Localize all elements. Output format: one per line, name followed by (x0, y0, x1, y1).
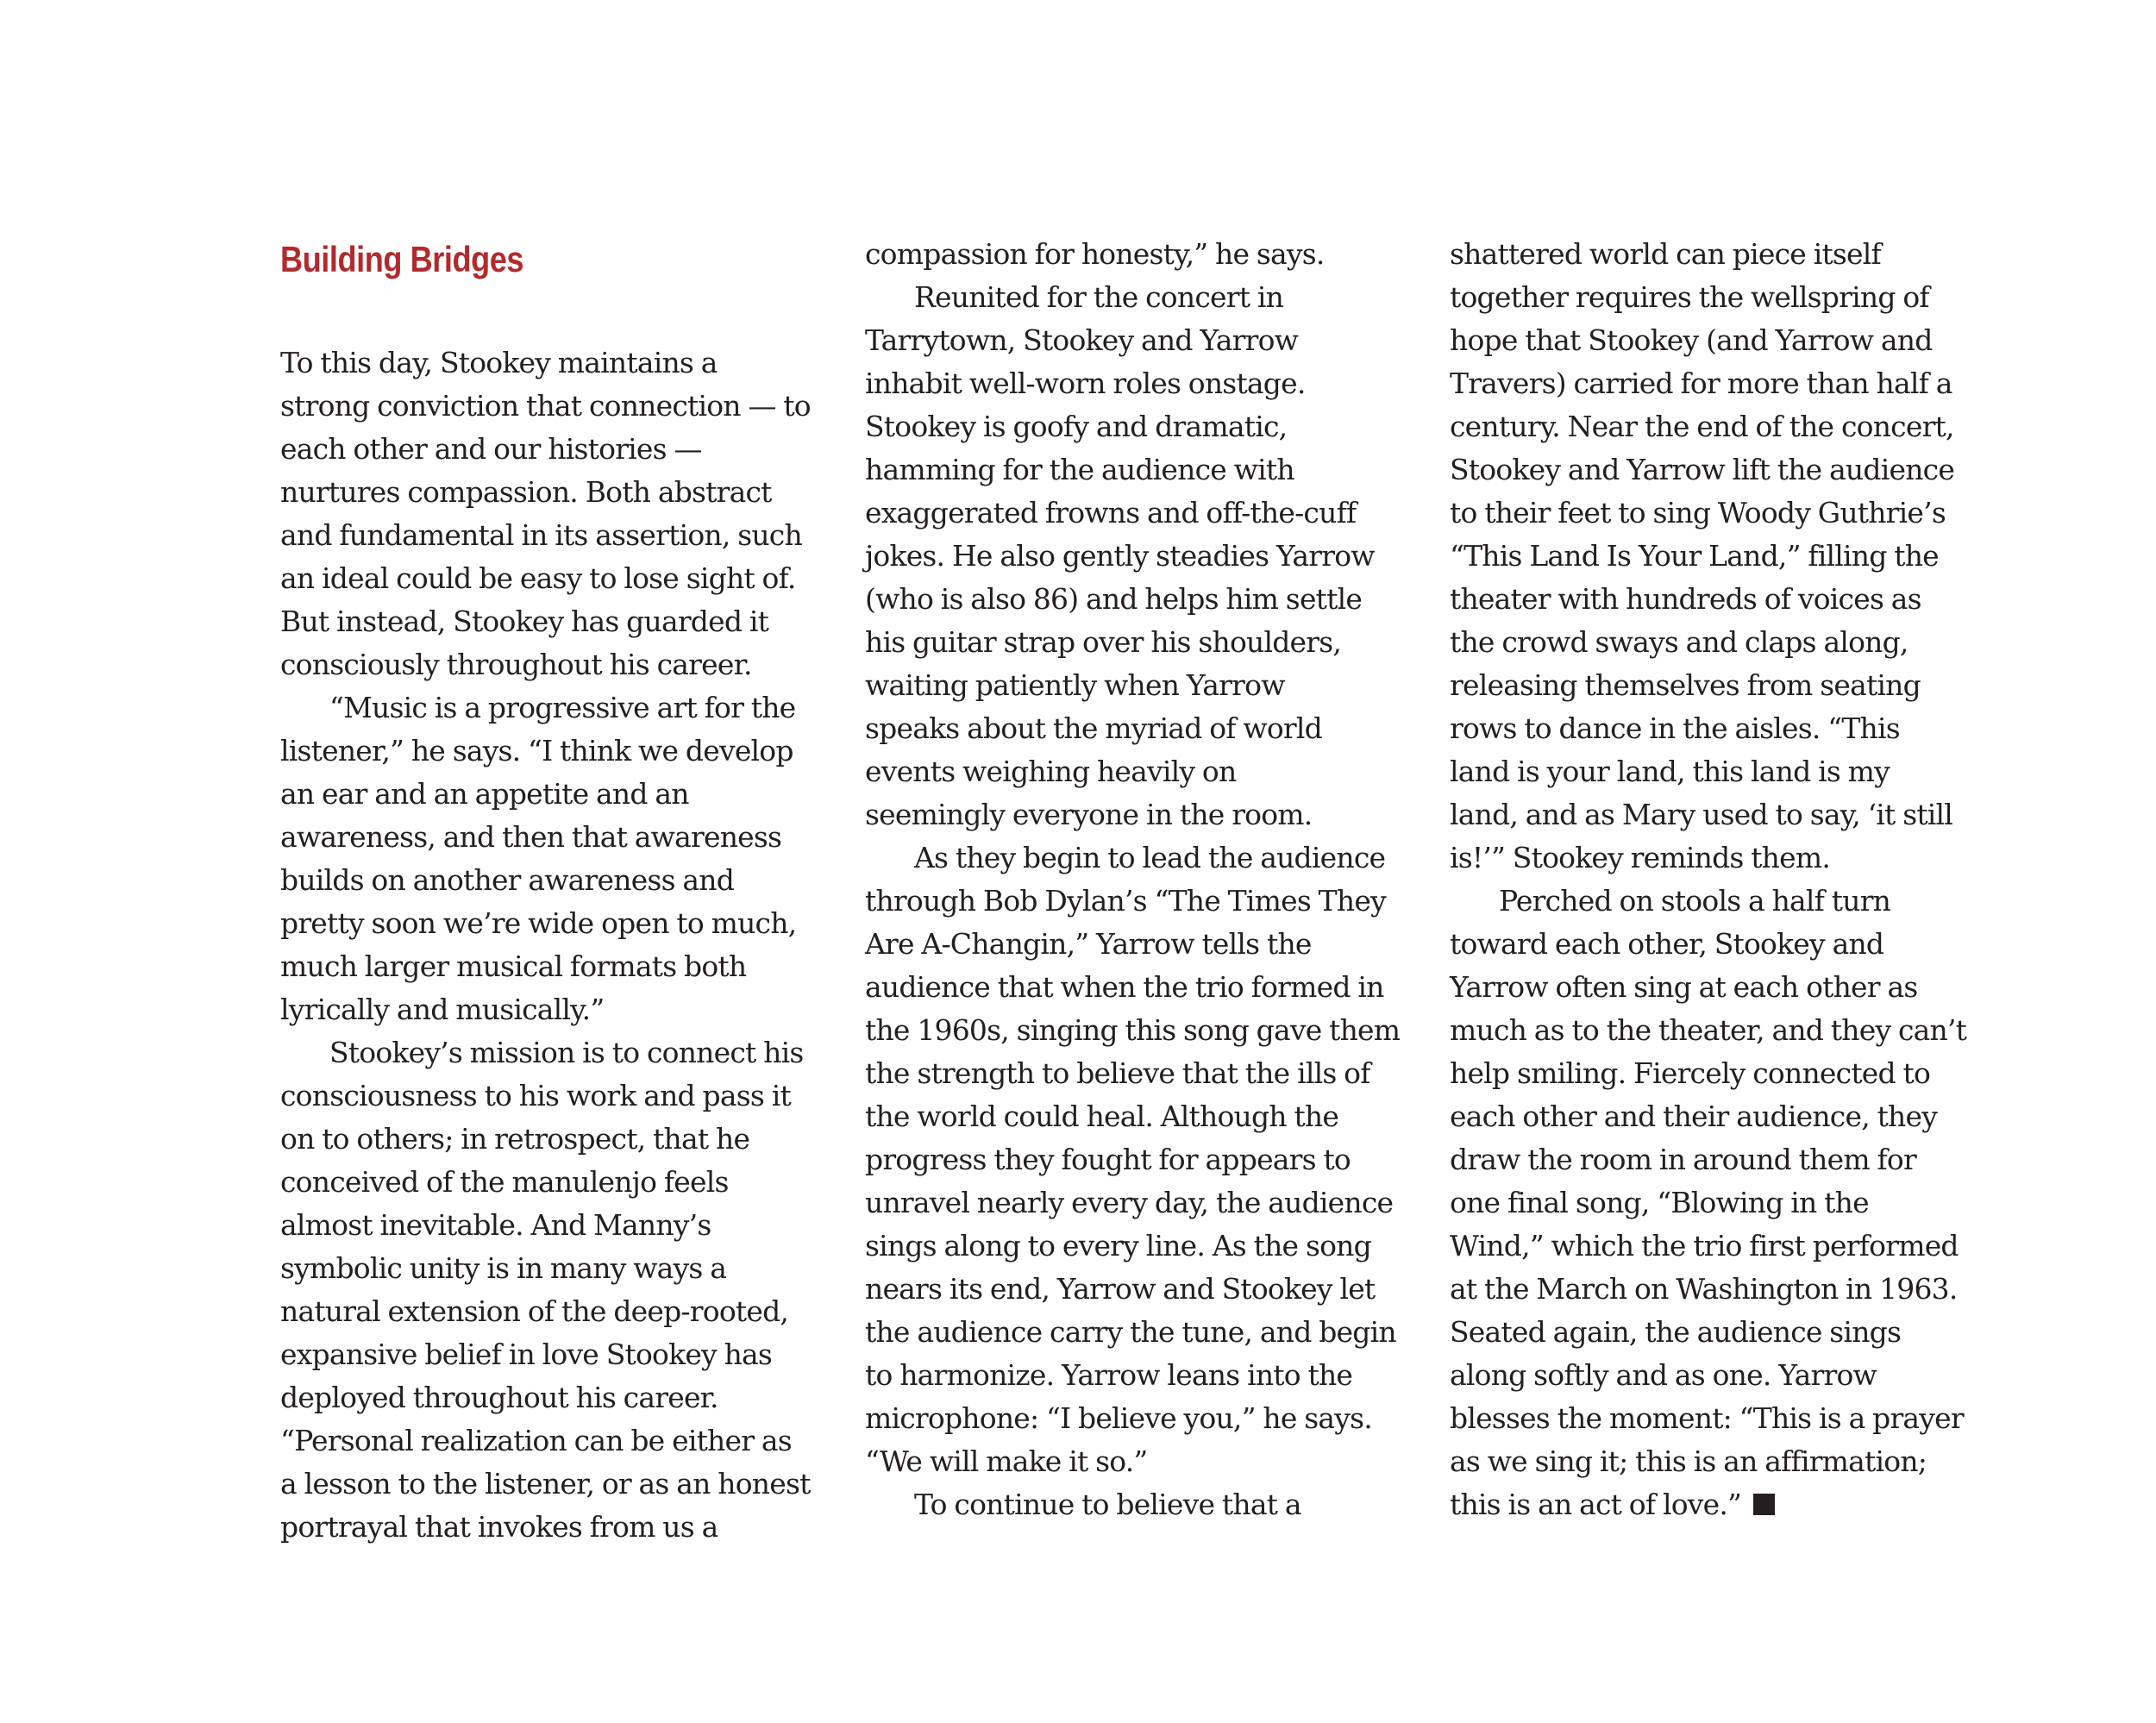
text-line-content: To this day, Stookey maintains a (280, 346, 718, 379)
text-line-content: deployed throughout his career. (280, 1381, 718, 1414)
column-1-body (280, 341, 849, 1549)
text-line (280, 1376, 849, 1419)
text-line-content: much as to the theater, and they can’t (1450, 1013, 1967, 1047)
text-line-content: almost inevitable. And Manny’s (280, 1208, 711, 1242)
text-line (280, 859, 849, 902)
text-line (865, 793, 1434, 836)
text-line (865, 1268, 1434, 1311)
text-line (280, 600, 849, 643)
text-line (280, 341, 849, 385)
text-line-content: Perched on stools a half turn (1499, 884, 1891, 918)
text-line-content: through Bob Dylan’s “The Times They (865, 884, 1386, 918)
text-line-content: the strength to believe that the ills of (865, 1056, 1370, 1090)
text-line-content: Tarrytown, Stookey and Yarrow (865, 323, 1299, 357)
text-line-content: as we sing it; this is an affirmation; (1450, 1444, 1927, 1478)
text-line-content: hamming for the audience with (865, 453, 1294, 486)
text-line-content: Reunited for the concert in (914, 280, 1284, 314)
text-line-content: exaggerated frowns and off-the-cuff (865, 496, 1357, 529)
text-line-content: waiting patiently when Yarrow (865, 668, 1285, 702)
text-line-content: audience that when the trio formed in (865, 970, 1384, 1004)
text-line-content: shattered world can piece itself (1450, 237, 1881, 271)
text-line-content: Yarrow often sing at each other as (1450, 970, 1918, 1004)
text-line-content: the world could heal. Although the (865, 1100, 1339, 1133)
text-line-content: seemingly everyone in the room. (865, 798, 1313, 831)
text-line (865, 1397, 1434, 1440)
column-3-body (1450, 233, 2019, 1526)
text-line-content: symbolic unity is in many ways a (280, 1251, 727, 1285)
text-line-content: jokes. He also gently steadies Yarrow (865, 539, 1375, 573)
text-line-content: Stookey is goofy and dramatic, (865, 410, 1288, 443)
text-line (280, 945, 849, 988)
text-line (1450, 448, 2019, 492)
text-line-content: and fundamental in its assertion, such (280, 518, 802, 552)
text-line-content: events weighing heavily on (865, 755, 1237, 788)
text-line-content: nears its end, Yarrow and Stookey let (865, 1272, 1376, 1306)
text-line (1450, 1009, 2019, 1052)
column-1 (280, 233, 849, 1549)
text-line (1450, 1397, 2019, 1440)
text-line-content: Stookey and Yarrow lift the audience (1450, 453, 1955, 486)
text-line (865, 492, 1434, 535)
text-line (865, 1095, 1434, 1138)
text-line-content: land, and as Mary used to say, ‘it still (1450, 798, 1953, 831)
text-line (865, 319, 1434, 362)
text-line-content: natural extension of the deep-rooted, (280, 1294, 789, 1328)
text-line (1450, 1225, 2019, 1268)
text-line (280, 514, 849, 557)
text-line-content: Seated again, the audience sings (1450, 1315, 1902, 1349)
text-line-content: the 1960s, singing this song gave them (865, 1013, 1401, 1047)
text-line-content: (who is also 86) and helps him settle (865, 582, 1363, 616)
text-line (865, 448, 1434, 492)
text-line (1450, 793, 2019, 836)
column-3 (1450, 233, 2019, 1526)
text-line (1450, 1138, 2019, 1181)
text-line-content: much larger musical formats both (280, 949, 747, 983)
end-of-article-square-icon (1753, 1494, 1775, 1515)
text-line-content: releasing themselves from seating (1450, 668, 1921, 702)
text-line (280, 385, 849, 428)
text-line (865, 750, 1434, 793)
text-line (1450, 750, 2019, 793)
text-line (865, 923, 1434, 966)
text-line-content: progress they fought for appears to (865, 1143, 1351, 1176)
text-line (1450, 1095, 2019, 1138)
text-line (1450, 1181, 2019, 1225)
text-line-content: his guitar strap over his shoulders, (865, 625, 1342, 659)
text-line-content: portrayal that invokes from us a (280, 1510, 718, 1544)
text-line (1450, 1311, 2019, 1354)
text-line-content: inhabit well-worn roles onstage. (865, 367, 1306, 400)
text-line-content: unravel nearly every day, the audience (865, 1186, 1394, 1219)
text-line (1450, 1440, 2019, 1483)
text-line (865, 1225, 1434, 1268)
text-line (280, 816, 849, 859)
text-line (1450, 923, 2019, 966)
text-line (865, 276, 1434, 319)
text-line (1450, 578, 2019, 621)
text-line (280, 1204, 849, 1247)
text-line (280, 730, 849, 773)
section-heading: Building Bridges (280, 239, 524, 279)
text-line (280, 1118, 849, 1161)
text-line (1450, 836, 2019, 880)
text-line (865, 966, 1434, 1009)
text-line (280, 686, 849, 730)
column-2-body (865, 233, 1434, 1526)
text-line-content: on to others; in retrospect, that he (280, 1122, 750, 1156)
text-line (1450, 664, 2019, 707)
text-line-content: help smiling. Fiercely connected to (1450, 1056, 1931, 1090)
text-line-content: century. Near the end of the concert, (1450, 410, 1954, 443)
text-line (1450, 1052, 2019, 1095)
text-line (280, 1290, 849, 1333)
text-line-content: an ear and an appetite and an (280, 777, 689, 811)
text-line (280, 1031, 849, 1075)
text-line (280, 1333, 849, 1376)
text-line (865, 233, 1434, 276)
text-line (280, 773, 849, 816)
text-line (1450, 707, 2019, 750)
text-line-content: speaks about the myriad of world (865, 711, 1322, 745)
text-line (865, 707, 1434, 750)
text-line (1450, 1268, 2019, 1311)
text-line (280, 471, 849, 514)
text-line-content: compassion for honesty,” he says. (865, 237, 1325, 271)
text-line-content: pretty soon we’re wide open to much, (280, 906, 797, 940)
text-line (865, 535, 1434, 578)
text-line (280, 1247, 849, 1290)
text-line-content: to harmonize. Yarrow leans into the (865, 1358, 1353, 1392)
text-line-content: To continue to believe that a (914, 1488, 1301, 1521)
text-line-content: blesses the moment: “This is a prayer (1450, 1401, 1964, 1435)
text-line (280, 902, 849, 945)
text-line-content: “Music is a progressive art for the (329, 691, 796, 724)
text-line (865, 1354, 1434, 1397)
text-line (865, 1181, 1434, 1225)
text-line-content: at the March on Washington in 1963. (1450, 1272, 1958, 1306)
text-line (1450, 276, 2019, 319)
text-line (280, 1075, 849, 1118)
text-line (865, 1052, 1434, 1095)
text-line (865, 880, 1434, 923)
text-line-content: along softly and as one. Yarrow (1450, 1358, 1877, 1392)
text-line-content: draw the room in around them for (1450, 1143, 1916, 1176)
text-line (280, 643, 849, 686)
text-line (280, 1506, 849, 1549)
text-line-content: conceived of the manulenjo feels (280, 1165, 729, 1199)
text-line (865, 362, 1434, 405)
text-line-content: each other and their audience, they (1450, 1100, 1938, 1133)
text-line-content: land is your land, this land is my (1450, 755, 1890, 788)
text-line (865, 621, 1434, 664)
text-line (280, 1161, 849, 1204)
text-line (1450, 535, 2019, 578)
text-line-content: lyrically and musically.” (280, 993, 605, 1026)
text-line-content: expansive belief in love Stookey has (280, 1338, 773, 1371)
text-line-content: nurtures compassion. Both abstract (280, 475, 772, 509)
text-line-content: strong conviction that connection — to (280, 389, 811, 423)
text-line-content: microphone: “I believe you,” he says. (865, 1401, 1372, 1435)
text-line-content: each other and our histories — (280, 432, 702, 466)
text-line (280, 1419, 849, 1463)
text-line-content: As they begin to lead the audience (914, 841, 1386, 874)
text-line (280, 988, 849, 1031)
text-line (1450, 405, 2019, 448)
text-line-content: together requires the wellspring of (1450, 280, 1929, 314)
text-line-content: Stookey’s mission is to connect his (329, 1036, 804, 1069)
text-line (865, 664, 1434, 707)
text-line (1450, 966, 2019, 1009)
text-line-content: theater with hundreds of voices as (1450, 582, 1921, 616)
text-line-content: one final song, “Blowing in the (1450, 1186, 1869, 1219)
text-line-content: consciously throughout his career. (280, 648, 752, 681)
text-line (865, 578, 1434, 621)
text-line-content: an ideal could be easy to lose sight of. (280, 561, 796, 595)
text-line-content: consciousness to his work and pass it (280, 1079, 791, 1112)
text-line (865, 1483, 1434, 1526)
text-line-content: rows to dance in the aisles. “This (1450, 711, 1900, 745)
text-line (1450, 1483, 2019, 1526)
text-line (865, 1440, 1434, 1483)
column-2 (865, 233, 1434, 1526)
text-line-content: a lesson to the listener, or as an honest (280, 1467, 811, 1501)
text-line (865, 1311, 1434, 1354)
text-line-content: hope that Stookey (and Yarrow and (1450, 323, 1933, 357)
text-line-content: the audience carry the tune, and begin (865, 1315, 1396, 1349)
text-line (280, 557, 849, 600)
text-line-content: Travers) carried for more than half a (1450, 367, 1952, 400)
text-line-content: this is an act of love.” (1450, 1488, 1742, 1521)
text-line-content: “Personal realization can be either as (280, 1424, 792, 1457)
text-line (280, 1463, 849, 1506)
text-line-content: “We will make it so.” (865, 1444, 1148, 1478)
text-line-content: the crowd sways and claps along, (1450, 625, 1908, 659)
text-line (1450, 319, 2019, 362)
text-line-content: toward each other, Stookey and (1450, 927, 1884, 961)
text-line-content: awareness, and then that awareness (280, 820, 782, 854)
text-line-content: to their feet to sing Woody Guthrie’s (1450, 496, 1946, 529)
text-line-content: Wind,” which the trio first performed (1450, 1229, 1959, 1262)
text-line (865, 836, 1434, 880)
text-line (1450, 233, 2019, 276)
text-line (1450, 362, 2019, 405)
text-line-content: “This Land Is Your Land,” filling the (1450, 539, 1939, 573)
text-line-content: But instead, Stookey has guarded it (280, 605, 769, 638)
text-line-content: sings along to every line. As the song (865, 1229, 1371, 1262)
text-line (1450, 492, 2019, 535)
text-line (1450, 1354, 2019, 1397)
text-line-content: builds on another awareness and (280, 863, 735, 897)
text-line (865, 405, 1434, 448)
text-line (865, 1138, 1434, 1181)
text-line-content: Are A-Changin,” Yarrow tells the (865, 927, 1312, 961)
text-line-content: listener,” he says. “I think we develop (280, 734, 793, 768)
text-line (280, 428, 849, 471)
text-line (1450, 621, 2019, 664)
text-line (865, 1009, 1434, 1052)
text-line-content: is!’” Stookey reminds them. (1450, 841, 1831, 874)
text-line (1450, 880, 2019, 923)
